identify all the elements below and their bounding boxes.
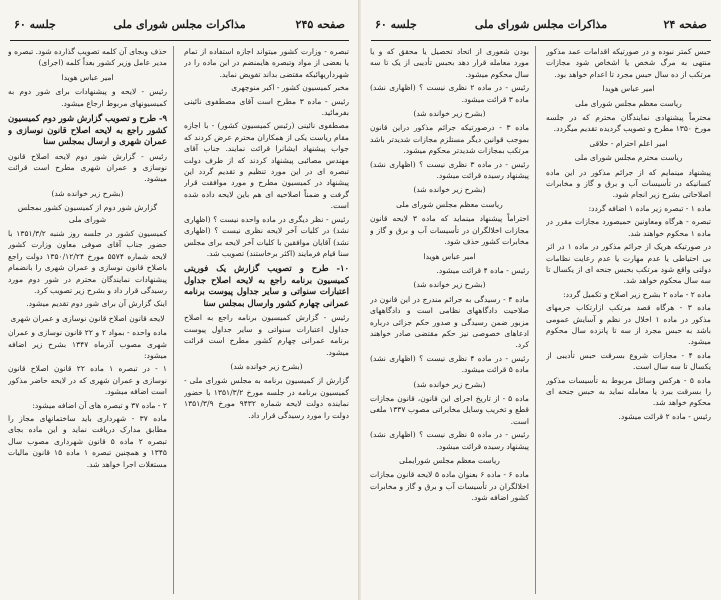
- left-page-number: صفحه ۲۴۵: [295, 18, 345, 31]
- left-page-column-1: [184, 46, 349, 594]
- paragraph: ماده ۲ - ماده ۲ بشرح زیر اصلاح و تکمیل گردد:: [563, 289, 711, 299]
- paragraph: ۱ - در تبصره ۱ ماده ۲۲ قانون اصلاح قانون نوسازی و عمران شهری که در لایحه حاضر مذکور است اضافه میشود.: [8, 364, 167, 397]
- section-heading: ۱۰- طرح و تصویب گزارش یک فوریتی کمیسیون برنامه راجع به لایحه اصلاح جداول اعتبارات سنواتی و سایر جداول پیوست برنامه عمرانی چهارم کشور وارسال بمجلس سنا: [184, 263, 349, 308]
- paragraph: تبصره - هرگاه ومعاونین حمیصورد مجازات مقرر در ماده ۱ محکوم خواهند شد.: [546, 217, 711, 238]
- left-page: [0, 0, 360, 600]
- paragraph: رئیس - گزارش شور دوم لایحه اصلاح قانون نوسازی و عمران شهری مطرح است قرائت میشود.: [8, 151, 167, 184]
- paragraph: حذف وبجای آن کلمه تصویب گذارده شود. تبصره و مدیر عامل وزیر کشور بعداً کلمه (اجرای): [8, 47, 167, 68]
- right-page-column-1: [546, 46, 711, 594]
- paragraph: رئیس - ماده ۳ مطرح است آقای مصطفوی نائینی بفرمائید.: [184, 96, 349, 118]
- centered-line: (بشرح زیر خوانده شد): [51, 188, 124, 198]
- centered-line: امیر عباس هویدا: [423, 251, 476, 261]
- paragraph: رئیس - ماده ۲ قرائت میشود.: [618, 411, 711, 421]
- paragraph: ماده ۳ - درصورتیکه جرائم مذکور دراین قانون بموجب قوانین دیگر مستلزم مجازات شدیدتر باشد مرتکب بمجازات شدیدتر محکوم میشود.: [370, 123, 530, 156]
- paragraph: ماده ۵ - هرکس وسائل مربوط به تأسیسات مذکور را بسرقت ببرد یا معامله نماید به حبس جنحه ای محکوم خواهد شد.: [546, 375, 711, 408]
- paragraph: ماده ۱ - تبصره زیر ماده ۱ اضافه گردد:: [588, 203, 711, 213]
- paragraph: رئیس - در ماده ۴ نظری نیست ؟ (اظهاری نشد) ماده ۵ قرائت میشود.: [370, 353, 530, 375]
- paragraph: ماده ۶ - ماده ۶ بعنوان ماده ۵ لایحه قانون مجازات اخلالگران در تأسیسات آب و برق و گاز و مخابرات کشور اضافه شود.: [370, 470, 529, 503]
- centered-line: امیر عباس هویدا: [602, 84, 655, 94]
- paragraph: ماده ۴ - مجازات شروع بسرقت حبس تأدیبی از یکسال تا سه سال است.: [546, 350, 711, 372]
- paragraph: ماده ۳۷ - شهرداری باید ساختمانهای مجاز را مطابق مدارک دریافت نماید و این ماده بجای تبصره ۲ ماده ۵ قانون شهرداری مصوب سال ۱۳۴۵ و همچنین تبصره ۱ ماده ۱۵ قانون مالیات مستغلات اجرا خواهد شد.: [8, 414, 167, 469]
- paragraph: تبصره - وزارت کشور میتواند اجازه استفاده از تمام یا بعضی از مواد وتبصره هایمنضم در این ماده را در شهرداریهائیکه مقتضی بداند تفویض نماید.: [184, 47, 349, 79]
- paragraph: ماده واحده - بمواد ۲ و ۲۲ قانون نوسازی و عمران شهری مصوب آذرماه ۱۳۴۷ بشرح زیر اضافه میشود:: [8, 328, 168, 361]
- paragraph: مخبر کمیسیون کشور - اکبر منوچهری: [231, 83, 349, 93]
- right-page-header: [371, 14, 711, 41]
- right-session-number: جلسه ۶۰: [375, 18, 417, 31]
- paragraph: گزارش از کمیسیون برنامه به مجلس شورای ملی - کمیسیون برنامه در جلسه مورخ ۱۳۵۱/۳/۲ با حضور نماینده دولت لایحه شماره ۹۴۳۲ مورخ ۱۳۵۱/۳/۹ دولت را مورد رسیدگی قرار داد.: [184, 376, 349, 420]
- centered-line: ریاست محترم مجلس شورای ملی: [574, 153, 683, 163]
- paragraph: پیشنهاد مینمایم که از جرائم مذکور در این ماده کسانیکه در تأسیسات آب و برق و گاز و مخابرات اصلاحاتی بشرح زیر انجام شود.: [546, 167, 711, 200]
- left-page-header: [10, 14, 349, 41]
- paragraph: احتراماً پیشنهاد مینماید که ماده ۳ لایحه قانون مجازات اخلالگران در تأسیسات آب و برق و گاز و مخابرات کشور حذف شود.: [370, 214, 529, 247]
- paragraph: محترماً پیشنهادی نمایندگان محترم که در جلسه مورخ ۱۳۵۰ مطرح و تصویب گردیده تقدیم میگردد.: [546, 113, 711, 134]
- centered-line: (بشرح زیر خوانده شد): [230, 361, 303, 371]
- paragraph: ۲ - ماده ۳۷ و تبصره های آن اضافه میشود:: [32, 400, 167, 410]
- left-page-title: مذاکرات مجلس شورای ملی: [113, 18, 246, 31]
- paragraph: کمیسیون کشور در جلسه روز شنبه ۱۳۵۱/۳/۲ با حضور جناب آقای صوفی معاون وزارت کشور لایحه شماره ۵۵۷۴ مورخ ۱۳۵۰/۱۲/۲۴ دولت راجع باصلاح قانون نوسازی و عمران شهری را بانضمام پیشنهادات نمایندگان محترم در شور دوم مورد رسیدگی قرار داد و بشرح زیر تصویب کرد.: [8, 228, 168, 295]
- right-page-number: صفحه ۲۴: [663, 18, 707, 31]
- paragraph: ماده ۳ - هرگاه قصد مرتکب ازارتکاب جرمهای مذکور در ماده ۱ اخلال در نظم و آسایش عمومی باشد به حبس مجرد از سه تا پانزده سال محکوم میشود.: [546, 303, 711, 347]
- paragraph: حبس کمتر نبوده و در صورتیکه اقدامات عمد مذکور منتهی به مرگ شخص یا اشخاص شود مجازات مرتکب از ده سال حبس مجرد تا اعدام خواهد بود.: [546, 47, 711, 79]
- right-page-title: مذاکرات مجلس شورای ملی: [474, 18, 608, 31]
- centered-line: (بشرح زیر خوانده شد): [413, 109, 486, 119]
- paragraph: رئیس - در ماده ۳ نظری نیست ؟ (اظهاری نشد) پیشنهاد رسیده قرائت میشود.: [370, 159, 530, 181]
- paragraph: در صورتیکه هریک از جرائم مذکور در ماده ۱ در اثر بی احتیاطی یا عدم مهارت یا عدم رعایت نظامات دولتی واقع شود مرتکب بحبس جنحه ای از یکسال تا سه سال محکوم خواهد شد.: [546, 242, 711, 286]
- paragraph: رئیس - در ماده ۵ نظری نیست ؟ (اظهاری نشد) پیشنهاد رسیده قرائت میشود.: [370, 430, 530, 451]
- centered-line: امیر اعلم احترام - حلاقی: [589, 138, 668, 148]
- paragraph: رئیس - گزارش کمیسیون برنامه راجع به اصلاح جداول اعتبارات سنواتی و سایر جداول پیوست برنامه عمرانی چهارم کشور مطرح است قرائت میشود.: [184, 313, 349, 357]
- right-page-column-2: [370, 46, 536, 594]
- paragraph: رئیس - لایحه و پیشنهادات برای شور دوم به کمیسیونهای مربوط ارجاع میشود.: [8, 87, 167, 108]
- centered-line: ریاست معظم مجلس شورای ملی: [575, 98, 682, 108]
- paragraph: اینک گزارش آن برای شور دوم تقدیم میشود.: [26, 299, 167, 309]
- centered-line: (بشرح زیر خوانده شد): [413, 379, 486, 389]
- paragraph: بودن شعوری از اتحاد تحصیل یا محقق که و یا مورد معامله قرار دهد بحبس تأدیبی از یک تا سه سال محکوم میشود.: [370, 47, 529, 79]
- centered-line: لایحه قانون اصلاح قانون نوسازی و عمران شهری: [10, 313, 165, 323]
- right-page: [361, 0, 721, 600]
- centered-line: امیر عباس هویدا: [61, 72, 114, 82]
- paragraph: رئیس - در ماده ۲ نظری نیست ؟ (اظهاری نشد) ماده ۳ قرائت میشود.: [370, 83, 530, 104]
- centered-line: ریاست معظم مجلس شورای ملی: [396, 199, 503, 209]
- centered-line: (بشرح زیر خوانده شد): [413, 185, 486, 195]
- paragraph: رئیس - ماده ۴ قرائت میشود.: [436, 265, 529, 275]
- left-page-column-2: [8, 46, 174, 594]
- centered-line: ریاست معظم مجلس شورایملی: [399, 456, 500, 465]
- paragraph: ماده ۴ - رسیدگی به جرائم مندرج در این قانون در صلاحیت دادگاههای نظامی است و دادگاههای مزبور ضمن رسیدگی و صدور حکم جزائی درباره ادعاهای خصوصی نیز حکم مقتضی صادر خواهند کرد.: [370, 294, 529, 350]
- left-session-number: جلسه ۶۰: [14, 18, 56, 31]
- section-heading: ۹- طرح و تصویب گزارش شور دوم کمیسیون کشور راجع به لایحه اصلاح قانون نوسازی و عمران شهری و ارسال بمجلس سنا: [8, 113, 167, 147]
- paragraph: رئیس - نظر دیگری در ماده واحده نیست ؟ (اظهاری نشد) در کلیات آخر لایحه نظری نیست ؟ (اظهاری نشد) آقایان موافقین با کلیات آخر لایحه برای مجلس سنا قیام فرمایند (اکثر برخاستند) تصویب شد.: [184, 214, 349, 258]
- centered-line: گزارش شور دوم از کمیسیون کشور بمجلس شورای ملی: [17, 203, 158, 224]
- centered-line: (بشرح زیر خوانده شد): [413, 280, 486, 290]
- paragraph: ماده ۵ - از تاریخ اجرای این قانون، قانون مجازات قطع و تخریب وسایل مخابراتی مصوب ۱۳۳۷ ملغی است.: [370, 393, 529, 426]
- paragraph: مصطفوی نائینی (رئیس کمیسیون کشور) - با اجازه مقام ریاست یکی از همکاران محترم عرض کردند که جواب پیشنهاد ایشانرا قرائت نمایند. جناب آقای مهندس مصائبی پیشنهاد کردند که از طرف دولت تبصره ای در این مورد تنظیم و تقدیم گردد این پیشنهاد در کمیسیون مطرح و مورد موافقت قرار گرفت و ضمناً اصلاحیه ای هم باین لایحه داده شده است.: [184, 121, 349, 211]
